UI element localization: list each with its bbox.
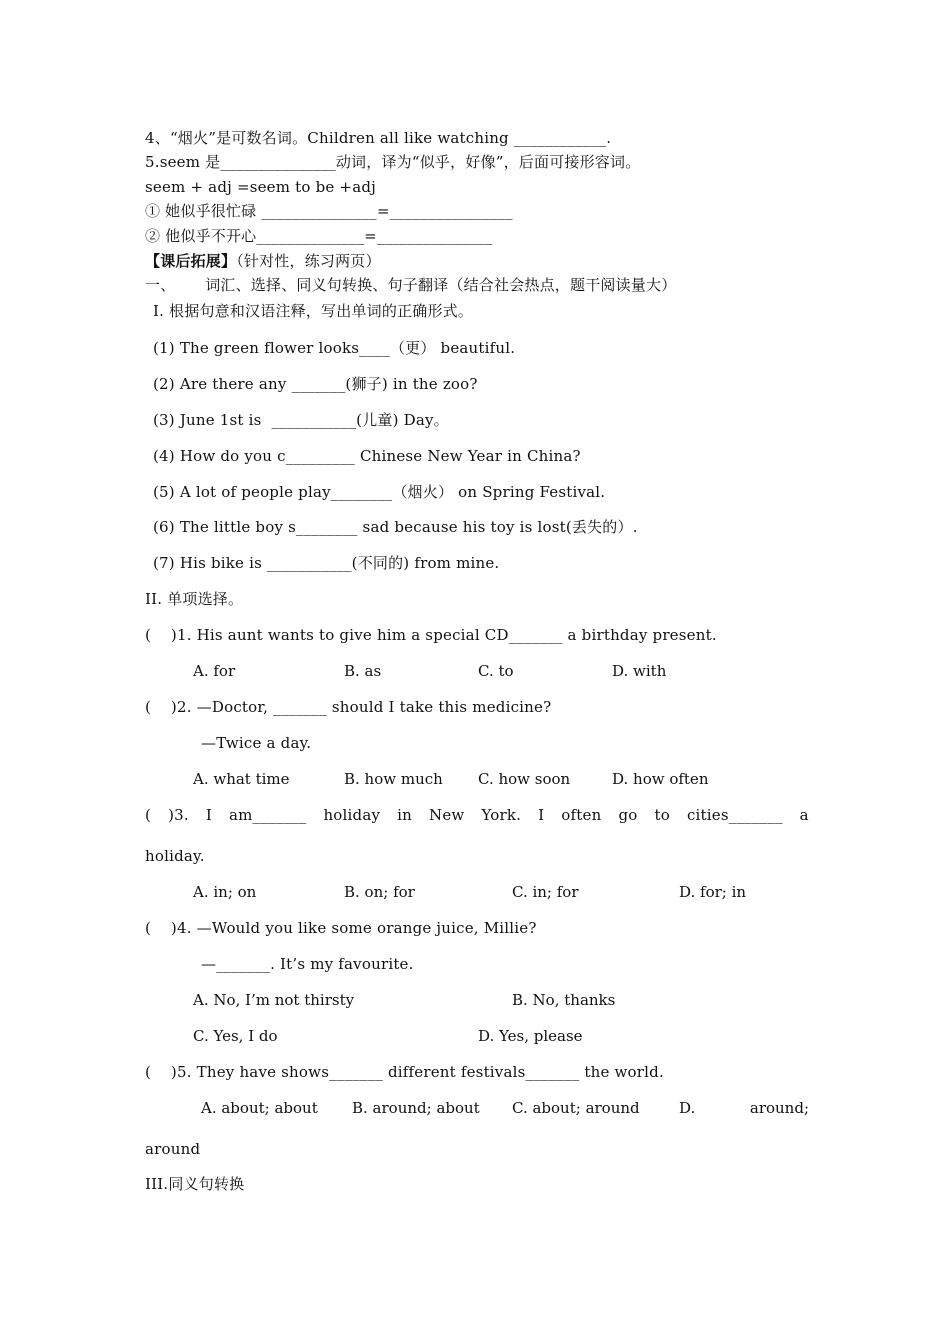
note-line-seem-formula: seem + adj =seem to be +adj [145,178,376,196]
q4-option-a: A. No, I’m not thirsty [193,991,355,1009]
question-item-3: (3) June 1st is ___________(儿童) Day。 [153,411,449,429]
q3-word: go [618,806,638,824]
q2-option-d: D. how often [612,770,709,788]
q3-word: York. [481,806,522,824]
practice-line-2: ② 他似乎不开心______________=_______________ [145,227,493,245]
q4-option-c: C. Yes, I do [193,1027,278,1045]
part-I-heading: I. 根据句意和汉语注释，写出单词的正确形式。 [153,302,474,320]
q5-option-d-continued: around [145,1140,201,1158]
section-note: （针对性，练习两页） [236,252,381,270]
part-one-heading: 一、 词汇、选择、同义句转换、句子翻译（结合社会热点，题干阅读量大） [145,276,677,294]
question-item-1: (1) The green flower looks____（更） beautiful. [153,339,516,357]
mc-question-2: ( )2. —Doctor, _______ should I take this medicine? [145,698,552,716]
q5-option-d-letter: D. [679,1099,696,1117]
q3-word: New [429,806,465,824]
q3-option-a: A. in; on [193,883,257,901]
q3-word: to [654,806,670,824]
mc-question-1: ( )1. His aunt wants to give him a special CD_______ a birthday present. [145,626,717,644]
q4-option-b: B. No, thanks [512,991,616,1009]
mc-question-3 [145,805,809,825]
q3-word: am_______ [228,806,307,824]
q3-word: in [397,806,413,824]
q3-word: cities_______ [686,806,783,824]
q2-option-b: B. how much [344,770,443,788]
q5-option-d-text: around; [749,1099,809,1117]
q1-option-a: A. for [193,662,236,680]
q4-reply: —_______. It’s my favourite. [201,955,414,973]
question-item-5: (5) A lot of people play________（烟火） on Spring Festival. [153,483,606,501]
practice-line-1: ① 她似乎很忙碌 _______________=________________ [145,202,513,220]
q3-word: a [799,806,809,824]
note-line-fireworks: 4、“烟火”是可数名词。Children all like watching ____________. [145,129,612,147]
q5-option-d [679,1098,809,1118]
note-line-seem: 5.seem 是_______________动词，译为“似乎，好像”，后面可接形容词。 [145,153,641,171]
section-heading [145,251,381,271]
q3-option-d: D. for; in [679,883,747,901]
q3-word: I [538,806,545,824]
q3-word: ( [145,806,152,824]
question-item-4: (4) How do you c_________ Chinese New Year in China? [153,447,581,465]
section-title: 【课后拓展】 [145,252,237,270]
q2-option-a: A. what time [193,770,290,788]
q1-option-b: B. as [344,662,382,680]
q3-option-c: C. in; for [512,883,579,901]
q3-word: holiday [323,806,381,824]
q3-stem-continued: holiday. [145,847,205,865]
q3-word: often [561,806,602,824]
q1-option-c: C. to [478,662,514,680]
q3-word: I [205,806,212,824]
part-II-heading: II. 单项选择。 [145,590,244,608]
question-item-7: (7) His bike is ___________(不同的) from mine. [153,554,500,572]
q3-word: )3. [168,806,189,824]
question-item-6: (6) The little boy s________ sad because his toy is lost(丢失的）. [153,518,638,536]
question-item-2: (2) Are there any _______(狮子) in the zoo? [153,375,478,393]
part-III-heading: III.同义句转换 [145,1175,245,1193]
q4-option-d: D. Yes, please [478,1027,583,1045]
q5-option-a: A. about; about [201,1099,318,1117]
mc-question-5: ( )5. They have shows_______ different festivals_______ the world. [145,1063,664,1081]
q5-option-b: B. around; about [352,1099,480,1117]
q2-option-c: C. how soon [478,770,571,788]
q3-option-b: B. on; for [344,883,415,901]
q2-reply: —Twice a day. [201,734,312,752]
q1-option-d: D. with [612,662,667,680]
q5-option-c: C. about; around [512,1099,640,1117]
mc-question-4: ( )4. —Would you like some orange juice, Millie? [145,919,537,937]
